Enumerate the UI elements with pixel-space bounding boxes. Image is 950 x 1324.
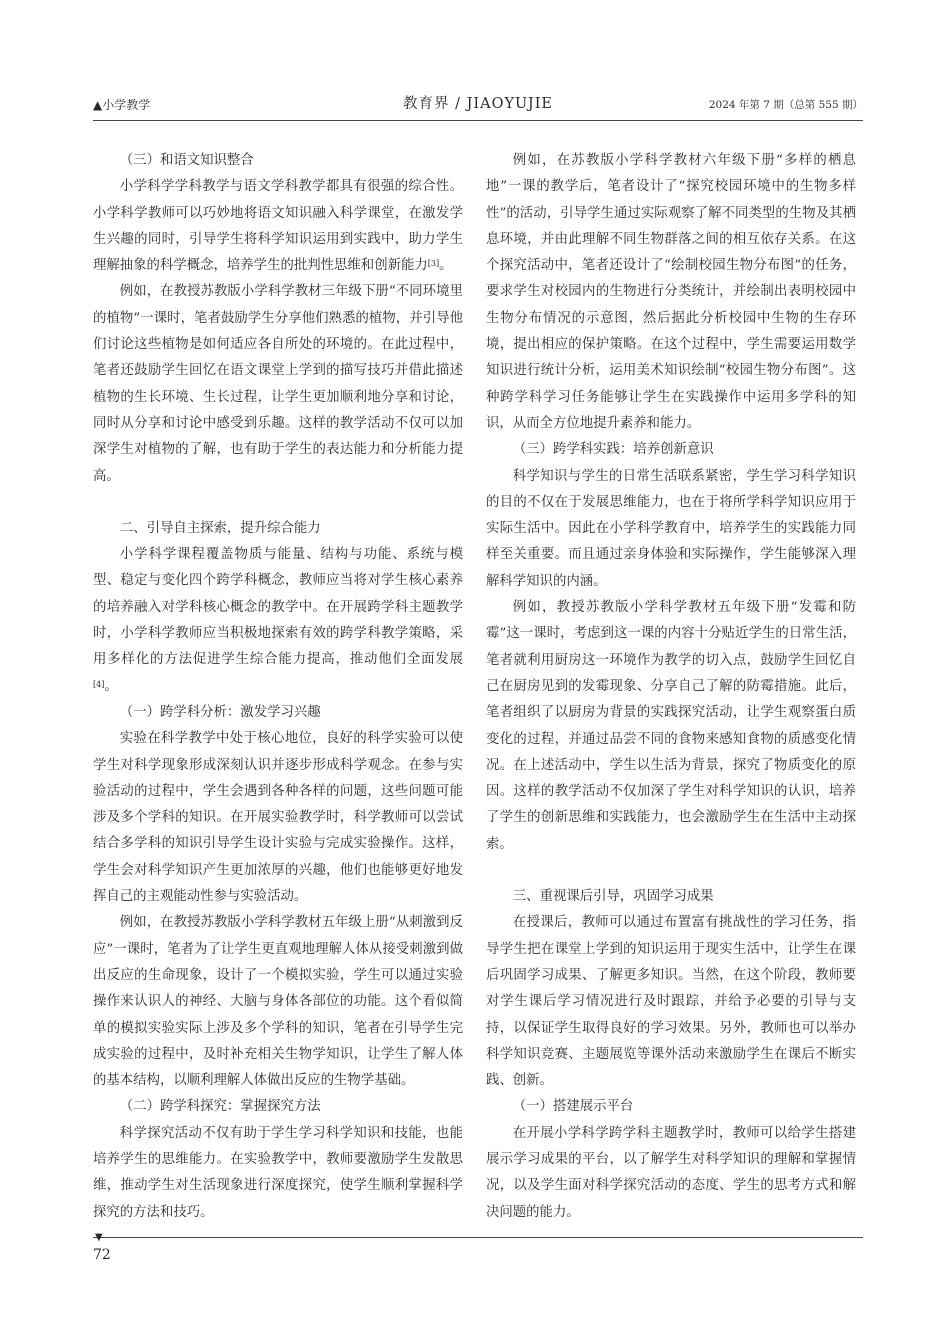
paragraph: 实验在科学教学中处于核心地位，良好的科学实验可以使学生对科学现象形成深刻认识并逐步形成科学观念。在参与实验活动的过程中，学生会遇到各种各样的问题，这些问题可能涉及多个学科的知识。在开展实验教学时，科学教师可以尝试结合多学科的知识引导学生设计实验与完成实验操作。这样，学生会对科学知识产生更加浓厚的兴趣，他们也能够更好地发挥自己的主观能动性参与实验活动。: [93, 731, 463, 905]
spacer: [486, 858, 856, 884]
paragraph: 科学探究活动不仅有助于学生学习科学知识和技能，也能培养学生的思维能力。在实验教学中，教师要激励学生发散思维，推动学生对生活现象进行深度探究，使学生顺利掌握科学探究的方法和技巧。: [93, 1125, 463, 1220]
footer-arrow-icon: ▼: [95, 1232, 103, 1243]
subheading-interdisciplinary-inquiry: （二）跨学科探究：掌握探究方法: [119, 1099, 321, 1115]
subheading-interdisciplinary-analysis: （一）跨学科分析：激发学习兴趣: [119, 704, 321, 720]
citation-ref: [3]: [427, 259, 440, 269]
paragraph: 在开展小学科学跨学科主题教学时，教师可以给学生搭建展示学习成果的平台，以了解学生对科学知识的理解和掌握情况，以及学生面对科学探究活动的态度、学生的思考方式和解决问题的能力。: [486, 1125, 856, 1220]
paragraph-text: 小学科学学科教学与语文学科教学都具有很强的综合性。小学科学教师可以巧妙地将语文知识融入科学课堂，在激发学生兴趣的同时，引导学生将科学知识运用到实践中，助力学生理解抽象的科学概念，培养学生的批判性思维和创新能力: [93, 179, 463, 274]
subheading-integrate-chinese: （三）和语文知识整合: [119, 153, 254, 168]
citation-ref: [4]: [93, 679, 105, 689]
paragraph: 科学知识与学生的日常生活联系紧密，学生学习科学知识的目的不仅在于发展思维能力，也在于将所学科学知识应用于实际生活中。因此在小学科学教育中，培养学生的实践能力同样至关重要。而且通过亲身体验和实际操作，学生能够深入理解科学知识的内涵。: [486, 468, 856, 589]
footer-rule: [93, 1237, 863, 1238]
header-section-label: ▲小学教学: [93, 98, 151, 112]
spacer: [93, 490, 463, 516]
subheading-display-platform: （一）搭建展示平台: [512, 1099, 634, 1115]
subheading-interdisciplinary-practice: （三）跨学科实践：培养创新意识: [512, 442, 714, 458]
paragraph: 例如，在苏教版小学科学教材六年级下册“多样的栖息地”一课的教学后，笔者设计了“探究校园环境中的生物多样性”的活动，引导学生通过实际观察了解不同类型的生物及其栖息环境，并由此理解不同生物群落之间的相互依存关系。在这个探究活动中，笔者还设计了“绘制校园生物分布图”的任务，要求学生对校园内的生物进行分类统计，并绘制出表明校园中生物分布情况的示意图，然后据此分析校园中生物的生存环境，提出相应的保护策略。在这个过程中，学生需要运用数学知识进行统计分析，运用美术知识绘制“校园生物分布图”。这种跨学科学习任务能够让学生在实践操作中运用多学科的知识，从而全方位地提升素养和能力。: [486, 153, 856, 431]
paragraph: 例如，在教授苏教版小学科学教材五年级上册“从刺激到反应”一课时，笔者为了让学生更直观地理解人体从接受刺激到做出反应的生命现象，设计了一个模拟实验，学生可以通过实验操作来认识人的神经、大脑与身体各部位的功能。这个看似简单的模拟实验实际上涉及多个学科的知识，笔者在引导学生完成实验的过程中，及时补充相关生物学知识，让学生了解人体的基本结构，以顺利理解人体做出反应的生物学基础。: [93, 915, 463, 1089]
right-column: [486, 148, 856, 1226]
header-journal-title: 教育界 / JIAOYUJIE: [402, 96, 554, 112]
header-rule: [93, 120, 863, 121]
left-column: [93, 148, 463, 1226]
paragraph-text: 小学科学课程覆盖物质与能量、结构与功能、系统与模型、稳定与变化四个跨学科概念，教师应当将对学生核心素养的培养融入对学科核心概念的教学中。在开展跨学科主题教学时，小学科学教师应当积极地探索有效的跨学科教学策略，采用多样化的方法促进学生综合能力提高，推动他们全面发展: [93, 547, 463, 668]
paragraph: 小学科学学科教学与语文学科教学都具有很强的综合性。小学科学教师可以巧妙地将语文知识融入科学课堂，在激发学生兴趣的同时，引导学生将科学知识运用到实践中，助力学生理解抽象的科学概念，培养学生的批判性思维和创新能力[3]。: [93, 179, 463, 274]
paragraph: 例如，教授苏教版小学科学教材五年级下册“发霉和防霉”这一课时，考虑到这一课的内容十分贴近学生的日常生活，笔者就利用厨房这一环境作为教学的切入点，鼓励学生回忆自己在厨房见到的发霉现象、分享自己了解的防霉措施。此后，笔者组织了以厨房为背景的实践探究活动，让学生观察蛋白质变化的过程，并通过品尝不同的食物来感知食物的质感变化情况。在上述活动中，学生以生活为背景，探究了物质变化的原因。这样的教学活动不仅加深了学生对科学知识的认识，培养了学生的创新思维和实践能力，也会激励学生在生活中主动探索。: [486, 600, 856, 852]
running-header: [93, 92, 863, 116]
section-heading-2: 二、引导自主探索，提升综合能力: [119, 520, 321, 536]
paragraph: 小学科学课程覆盖物质与能量、结构与功能、系统与模型、稳定与变化四个跨学科概念，教师应当将对学生核心素养的培养融入对学科核心概念的教学中。在开展跨学科主题教学时，小学科学教师应当积极地探索有效的跨学科教学策略，采用多样化的方法促进学生综合能力提高，推动他们全面发展[4]。: [93, 547, 463, 694]
page-number: 72: [93, 1247, 111, 1263]
header-issue-info: 2024 年第 7 期（总第 555 期）: [708, 99, 863, 111]
paragraph: 在授课后，教师可以通过布置富有挑战性的学习任务，指导学生把在课堂上学到的知识运用于现实生活中，让学生在课后巩固学习成果、了解更多知识。当然，在这个阶段，教师要对学生课后学习情况进行及时跟踪，并给予必要的引导与支持，以保证学生取得良好的学习效果。另外，教师也可以举办科学知识竞赛、主题展览等课外活动来激励学生在课后不断实践、创新。: [486, 915, 856, 1089]
section-heading-3: 三、重视课后引导，巩固学习成果: [512, 889, 714, 905]
paragraph: 例如，在教授苏教版小学科学教材三年级下册“不同环境里的植物”一课时，笔者鼓励学生分享他们熟悉的植物，并引导他们讨论这些植物是如何适应各自所处的环境的。在此过程中，笔者还鼓励学生回忆在语文课堂上学到的描写技巧并借此描述植物的生长环境、生长过程，让学生更加顺利地分享和讨论，同时从分享和讨论中感受到乐趣。这样的教学活动不仅可以加深学生对植物的了解，也有助于学生的表达能力和分析能力提高。: [93, 284, 463, 484]
